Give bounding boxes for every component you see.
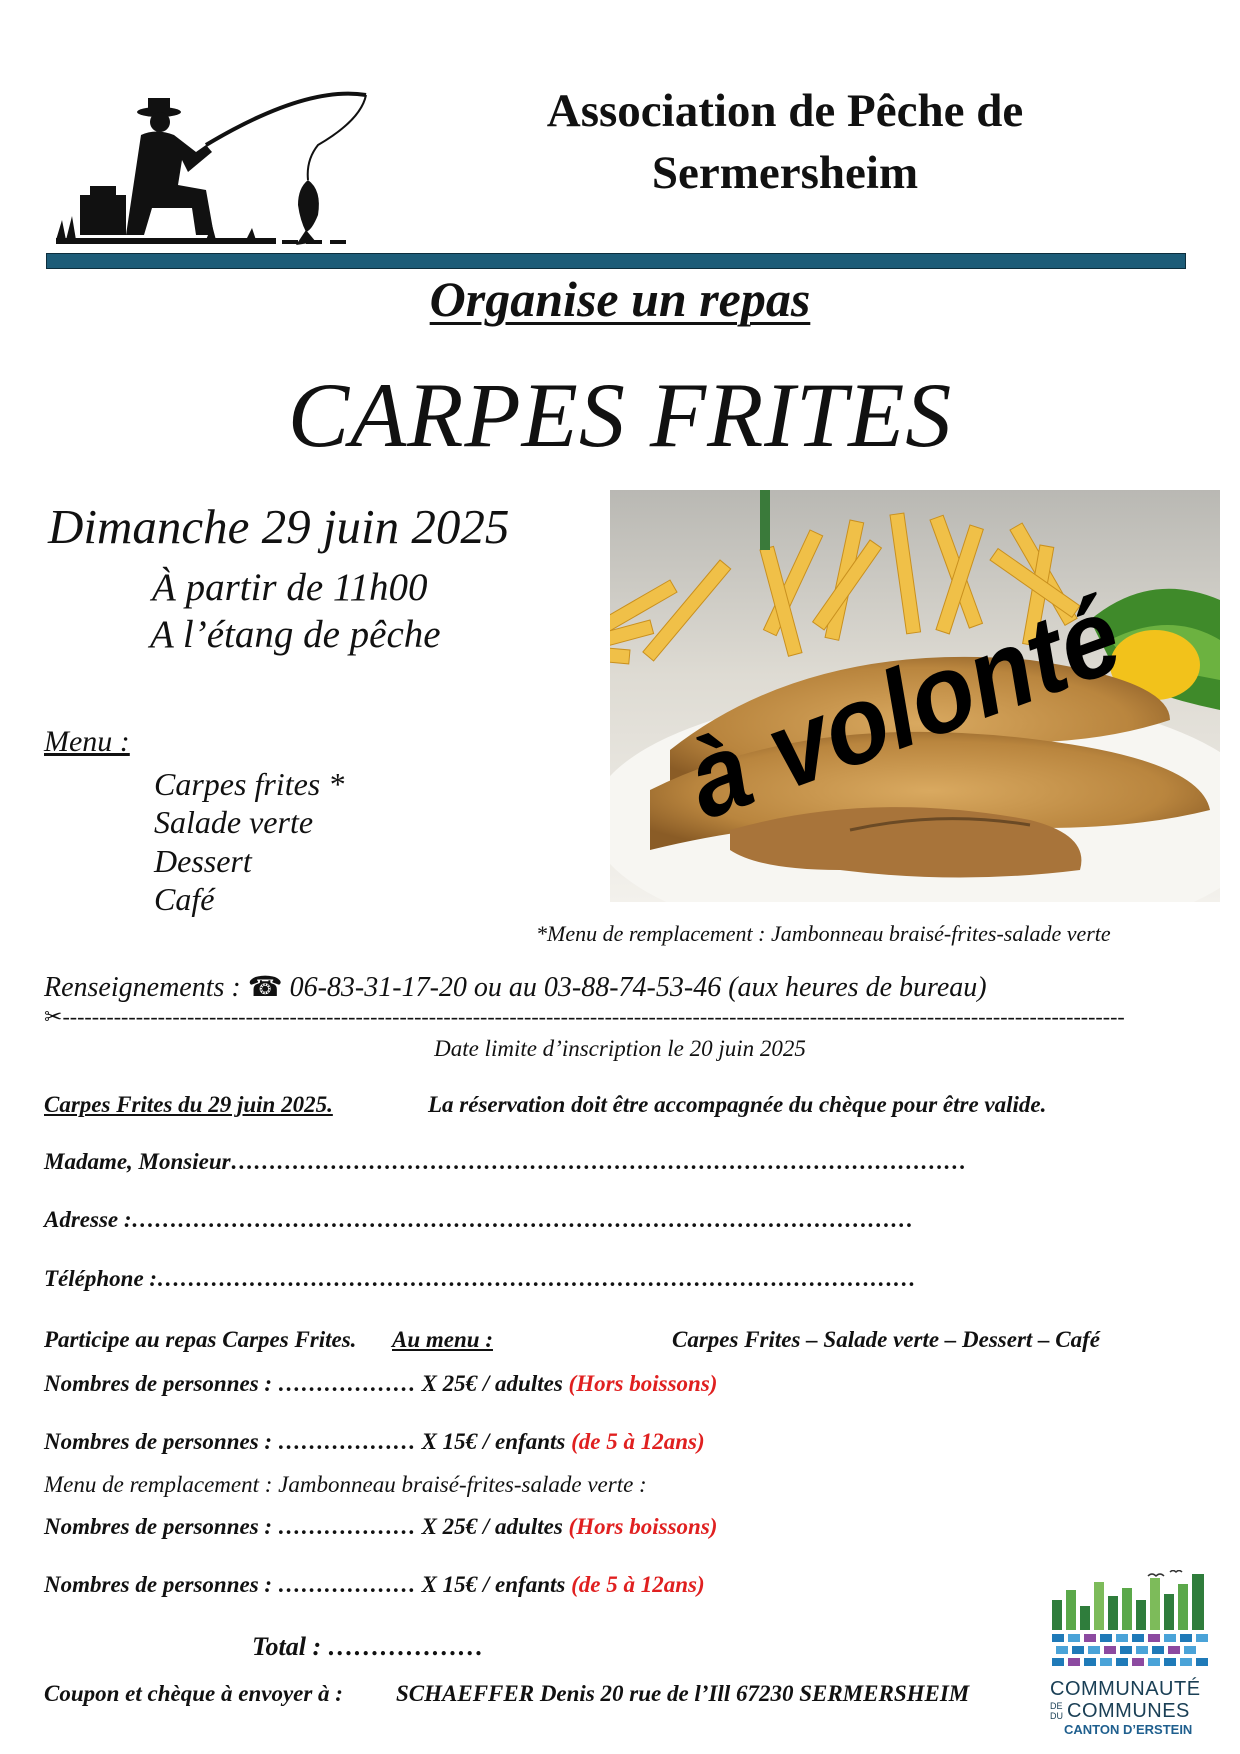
participation-label: Participe au repas Carpes Frites. <box>44 1327 357 1352</box>
logo-line1: COMMUNAUTÉ <box>1050 1678 1201 1700</box>
fried-carp-photo <box>610 490 1220 902</box>
persons-row-label: Nombres de personnes : ……………… X 15€ / enfants <box>44 1429 566 1454</box>
association-title <box>470 80 1100 204</box>
info-phone-text: 06-83-31-17-20 ou au 03-88-74-53-46 (aux heures de bureau) <box>289 972 987 1003</box>
logo-line2: COMMUNES <box>1067 1700 1190 1722</box>
registration-deadline: Date limite d’inscription le 20 juin 2025 <box>434 1036 806 1061</box>
persons-row-adults[interactable] <box>44 1371 717 1397</box>
menu-item: Café <box>154 881 215 917</box>
address-field[interactable]: Adresse :………………………………………………………………………………………… <box>44 1207 914 1232</box>
info-line <box>44 970 987 1004</box>
communaute-logo-icon <box>1048 1570 1218 1676</box>
cut-line <box>44 1004 1204 1030</box>
logo-de: DE <box>1050 1701 1063 1711</box>
communaute-logo-text <box>1050 1678 1230 1738</box>
association-title-line2: Sermersheim <box>651 147 919 199</box>
replacement-menu-note: *Menu de remplacement : Jambonneau braisé-frites-salade verte <box>536 921 1111 946</box>
persons-row-label: Nombres de personnes : ……………… X 15€ / enfants <box>44 1572 566 1597</box>
scissors-icon: ✂ <box>44 1004 63 1029</box>
send-label: Coupon et chèque à envoyer à : <box>44 1681 343 1706</box>
menu-summary: Carpes Frites – Salade verte – Dessert – Café <box>672 1327 1101 1352</box>
menu-item: Dessert <box>154 843 252 879</box>
persons-row-note: (de 5 à 12ans) <box>571 1572 705 1597</box>
telephone-icon: ☎ <box>247 972 283 1003</box>
phone-field[interactable]: Téléphone :……………………………………………………………………………………… <box>44 1266 917 1291</box>
photo-overlay-text: à volonté <box>671 561 1167 843</box>
logo-line3: CANTON D’ERSTEIN <box>1064 1722 1193 1737</box>
persons-row-children[interactable] <box>44 1572 705 1598</box>
association-title-line1: Association de Pêche de <box>546 85 1024 137</box>
event-subtitle: Organise un repas <box>429 271 811 327</box>
info-label: Renseignements : <box>44 972 241 1003</box>
coupon-validity-note: La réservation doit être accompagnée du chèque pour être valide. <box>428 1092 1047 1117</box>
persons-row-label: Nombres de personnes : ……………… X 25€ / adultes <box>44 1514 563 1539</box>
event-date: Dimanche 29 juin 2025 <box>48 499 510 554</box>
persons-row-note: (de 5 à 12ans) <box>571 1429 705 1454</box>
event-time: À partir de 11h00 <box>152 566 428 609</box>
persons-row-children[interactable] <box>44 1429 705 1455</box>
header-divider-bar <box>46 253 1186 269</box>
coupon-heading: Carpes Frites du 29 juin 2025. <box>44 1092 333 1117</box>
persons-row-label: Nombres de personnes : ……………… X 25€ / adultes <box>44 1371 563 1396</box>
menu-item: Carpes frites * <box>154 766 345 802</box>
send-address: SCHAEFFER Denis 20 rue de l’Ill 67230 SERMERSHEIM <box>396 1681 970 1706</box>
replacement-menu-label: Menu de remplacement : Jambonneau braisé-frites-salade verte : <box>44 1472 647 1497</box>
name-field[interactable]: Madame, Monsieur…………………………………………………………………………………… <box>44 1149 967 1174</box>
logo-du: DU <box>1050 1711 1063 1721</box>
fisherman-silhouette-icon <box>56 90 386 250</box>
total-field[interactable]: Total : ……………… <box>252 1632 484 1661</box>
menu-heading: Menu : <box>44 725 130 758</box>
persons-row-note: (Hors boissons) <box>568 1371 718 1396</box>
persons-row-adults[interactable] <box>44 1514 717 1540</box>
au-menu-label: Au menu : <box>392 1327 493 1352</box>
event-place: A l’étang de pêche <box>150 613 441 656</box>
event-title: CARPES FRITES <box>287 364 953 466</box>
dashed-cut-line: ------------------------------------------------------------------------------------------------------------------------------------------------- <box>62 1004 1125 1029</box>
menu-item: Salade verte <box>154 804 314 840</box>
persons-row-note: (Hors boissons) <box>568 1514 718 1539</box>
